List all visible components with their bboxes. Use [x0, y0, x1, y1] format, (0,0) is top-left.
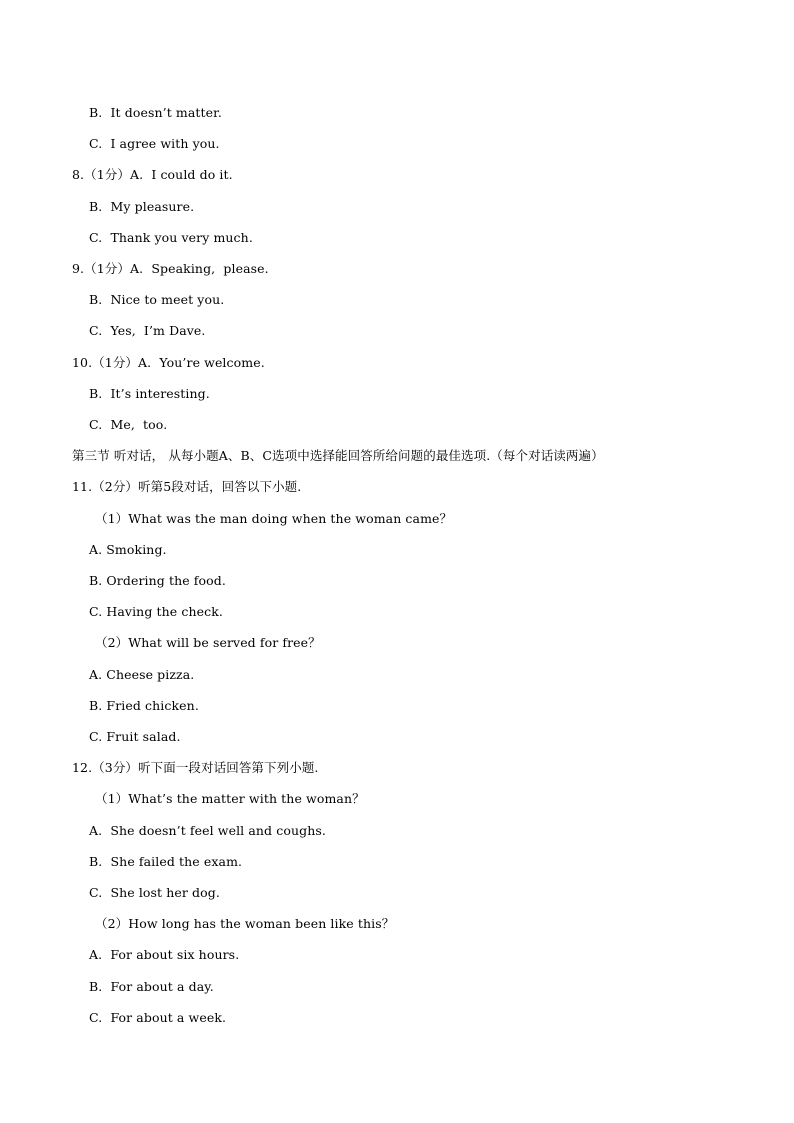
question-line: 10.（1分）A. You’re welcome. — [72, 354, 265, 370]
option-line: C. For about a week. — [89, 1009, 227, 1025]
option-line: C. She lost her dog. — [89, 885, 220, 900]
option-line: C. Fruit salad. — [89, 729, 181, 744]
option-line: A. For about six hours. — [89, 947, 240, 963]
sub-question-line: （1）What’s the matter with the woman？ — [95, 791, 365, 807]
sub-question-line: （2）What will be served for free？ — [95, 635, 321, 651]
option-line: A. Smoking. — [89, 541, 167, 557]
option-line: C. Thank you very much. — [89, 229, 253, 245]
option-line: B. Nice to meet you. — [89, 292, 225, 308]
option-line: C. I agree with you. — [89, 136, 220, 152]
option-line: B. Fried chicken. — [89, 697, 199, 713]
option-line: B. It doesn’t matter. — [89, 105, 222, 120]
question-line: 9.（1分）A. Speaking, please. — [72, 261, 269, 276]
question-line: 12.（3分）听下面一段对话回答第下列小题. — [72, 760, 319, 776]
question-line: 8.（1分）A. I could do it. — [72, 167, 233, 183]
option-line: B. Ordering the food. — [89, 573, 226, 588]
option-line: A. She doesn’t feel well and coughs. — [89, 822, 326, 838]
option-line: B. She failed the exam. — [89, 853, 243, 869]
option-line: B. My pleasure. — [89, 198, 195, 214]
sub-question-line: （1）What was the man doing when the woman came？ — [95, 510, 453, 526]
option-line: A. Cheese pizza. — [89, 666, 195, 682]
question-line: 第三节 听对话， 从每小题A、B、C选项中选择能回答所给问题的最佳选项.（每个对话读两遍） — [72, 448, 604, 464]
question-line: 11.（2分）听第5段对话，回答以下小题. — [72, 479, 302, 495]
sub-question-line: （2）How long has the woman been like this？ — [95, 916, 395, 932]
option-line: B. For about a day. — [89, 978, 214, 994]
option-line: C. Me, too. — [89, 417, 168, 432]
option-line: C. Having the check. — [89, 604, 223, 620]
option-line: B. It’s interesting. — [89, 385, 210, 401]
option-line: C. Yes, I’m Dave. — [89, 323, 206, 339]
